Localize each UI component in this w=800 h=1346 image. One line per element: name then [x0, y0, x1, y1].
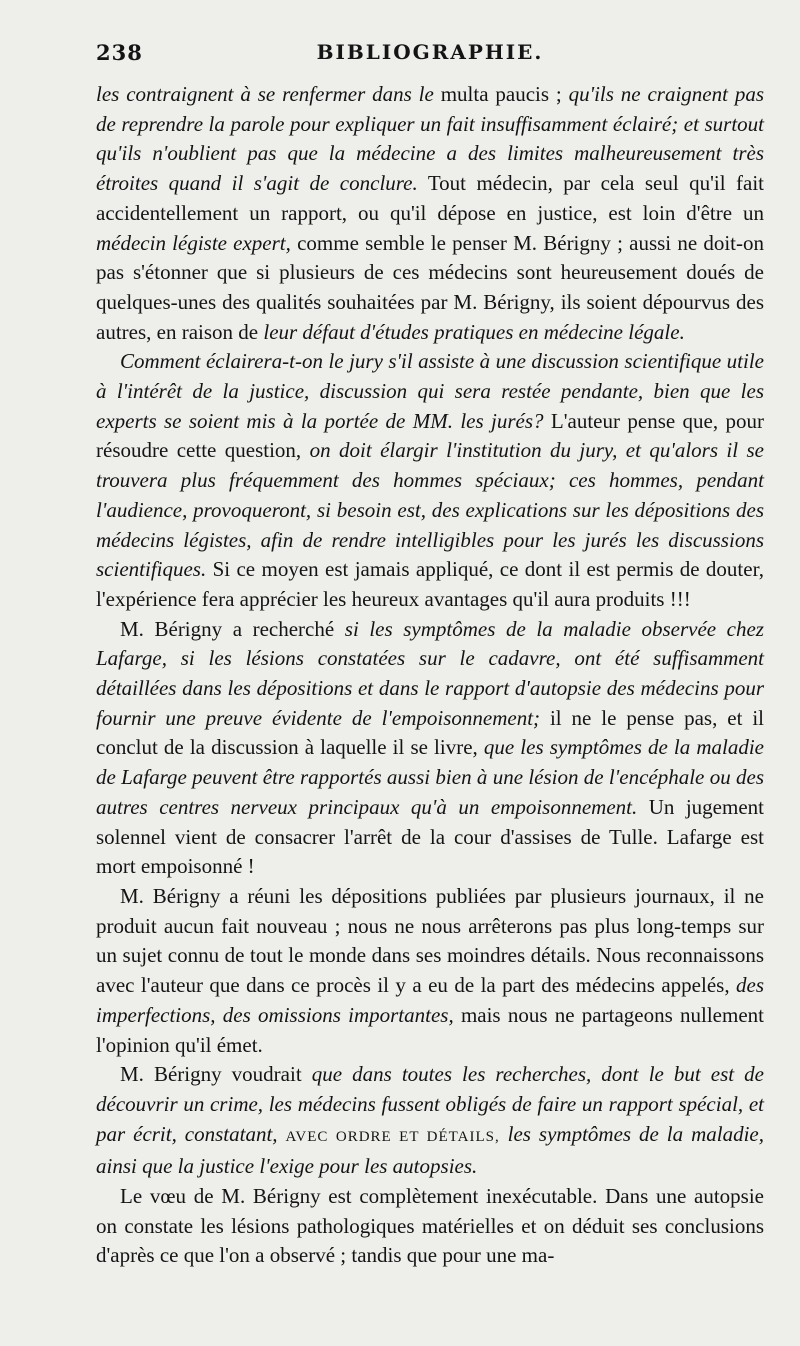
text-run: Si ce moyen est jamais appliqué, ce dont il est permis de douter, l'expérience fera apprécier les heureux avantages qu'il aura produits !!! — [96, 557, 764, 611]
text-run: Tout médecin, par cela seul qu'il fait accidentellement un rapport, ou qu'il dépose en justice, est loin d'être un — [96, 171, 764, 225]
text-run: L'auteur pense que, pour résoudre cette question, — [96, 408, 764, 463]
italic-run: on doit élargir l'institution du jury, et qu'alors il se trouvera plus fréquemment des hommes spéciaux; ces hommes, pendant l'audience, provoqueront, si besoin est, des explications sur les dépositions des médecins légistes, afin de rendre intelligibles pour les jurés les discussions scientifiques. — [96, 438, 765, 582]
text-run: M. Bérigny voudrait — [120, 1062, 312, 1087]
text-run: M. Bérigny a recherché — [120, 616, 345, 641]
page-header — [96, 40, 764, 70]
paragraph — [96, 882, 764, 1060]
paragraph — [96, 1060, 764, 1182]
italic-run: leur défaut d'études pratiques en médecine légale. — [263, 319, 685, 344]
paragraph — [96, 615, 764, 882]
italic-run: qu'ils ne craignent pas de reprendre la parole pour expliquer un fait insuffisamment éclairé; et surtout qu'ils n'oublient pas que la médecine a des limites malheureusement très étroites quand il s'agit de conclure. — [96, 82, 764, 196]
italic-run: si les symptômes de la maladie observée chez Lafarge, si les lésions constatées sur le cadavre, ont été suffisamment détaillées dans les dépositions et dans le rapport d'autopsie des médecins pour fournir une preuve évidente de l'empoisonnement; — [96, 616, 764, 730]
text-run: ; — [549, 82, 569, 106]
small-caps-run: AVEC ORDRE ET DÉTAILS, — [285, 1128, 500, 1145]
italic-run: les contraignent à se renfermer dans le — [96, 82, 441, 106]
italic-run: les symptômes de la maladie, ainsi que la justice l'exige pour les autopsies. — [96, 1121, 764, 1179]
italic-run: que les symptômes de la maladie de Lafarge peuvent être rapportés aussi bien à une lésion de l'encéphale ou des autres centres nerveux principaux qu'à un empoisonnement. — [96, 735, 764, 819]
body-text — [96, 80, 764, 1271]
page-number: 238 — [96, 40, 143, 65]
italic-run: Comment éclairera-t-on le jury s'il assiste à une discussion scientifique utile à l'intérêt de la justice, discussion qui sera restée pendante, bien que les experts se soient mis à la portée de MM. les jurés? — [96, 349, 764, 433]
italic-run: des imperfections, des omissions importantes, — [96, 973, 764, 1027]
text-run: mais nous ne partageons nullement l'opinion qu'il émet. — [96, 1002, 764, 1057]
italic-run: que dans toutes les recherches, dont le but est de découvrir un crime, les médecins fussent obligés de faire un rapport spécial, et par écrit, constatant, — [96, 1062, 764, 1146]
text-run: M. Bérigny a réuni les dépositions publiées par plusieurs journaux, il ne produit aucun fait nouveau ; nous ne nous arrêterons pas plus long-temps sur un sujet connu de tout le monde dans ses moindres détails. Nous reconnaissons avec l'auteur que dans ce procès il y a eu de la part des médecins appelés, — [96, 883, 764, 998]
text-run: il ne le pense pas, et il conclut de la discussion à laquelle il se livre, — [96, 705, 765, 760]
running-head: BIBLIOGRAPHIE. — [316, 40, 544, 64]
text-run: Le vœu de M. Bérigny est complètement inexécutable. Dans une autopsie on constate les lésions pathologiques matérielles et on déduit ses conclusions d'après ce que l'on a observé ; tandis que pour une ma- — [96, 1184, 764, 1268]
paragraph — [96, 347, 764, 614]
text-run: comme semble le penser M. Bérigny ; aussi ne doit-on pas s'étonner que si plusieurs de ces médecins sont heureusement doués de quelques-unes des qualités souhaitées par M. Bérigny, ils soient dépourvus des autres, en raison de — [96, 230, 764, 344]
text-run: Un jugement solennel vient de consacrer l'arrêt de la cour d'assises de Tulle. Lafarge est mort empoisonné ! — [96, 794, 764, 879]
paragraph — [96, 1182, 764, 1271]
italic-run: médecin légiste expert, — [96, 230, 291, 255]
text-run: multa paucis — [440, 82, 550, 106]
paragraph — [96, 80, 764, 347]
